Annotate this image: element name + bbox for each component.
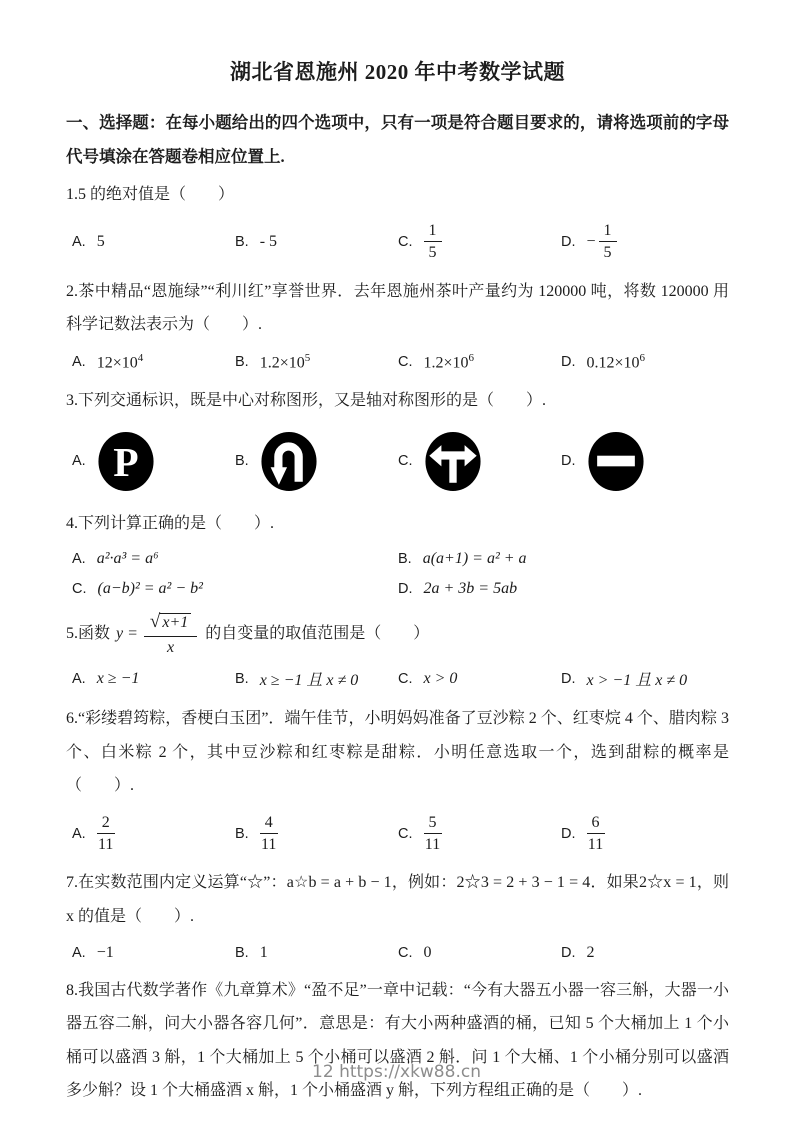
option-value xyxy=(97,352,144,372)
option-a xyxy=(72,550,398,568)
option-label: C. xyxy=(398,825,413,842)
option-c xyxy=(398,813,561,854)
option-label: A. xyxy=(72,944,86,961)
option-label: C. xyxy=(398,353,413,370)
option-value: 2 xyxy=(586,943,595,961)
page-footer xyxy=(0,1062,793,1082)
fraction-numerator: 6 xyxy=(587,813,605,834)
option-d xyxy=(398,580,724,598)
option-a xyxy=(72,813,235,854)
option-c xyxy=(398,670,561,688)
option-d xyxy=(561,944,724,962)
fraction-numerator: 2 xyxy=(97,813,115,834)
option-value: 0 xyxy=(423,943,432,961)
fraction-numerator: 1 xyxy=(424,221,442,242)
option-a xyxy=(72,430,235,493)
option-label: B. xyxy=(235,670,249,687)
question-2-stem: 2.茶中精品“恩施绿”“利川红”享誉世界．去年恩施州茶叶产量约为 120000 吨，将数 120000 用科学记数法表示为（ ）. xyxy=(66,282,729,334)
formula xyxy=(116,610,197,657)
question-3-stem: 3.下列交通标识，既是中心对称图形，又是轴对称图形的是（ ）. xyxy=(66,392,547,410)
question-2-options xyxy=(66,352,729,372)
question-8-stem: 8.我国古代数学著作《九章算术》“盈不足”一章中记载：“今有大器五小器一容三斛，大器一小器五容二斛，问大小器各容几何”．意思是：有大小两种盛酒的桶，已知 5 个大桶加上 1 个小桶可以盛酒 3 斛，1 个大桶加上 5 个小桶可以盛酒 2 斛．问 1 个大桶、1 个小桶分别可以盛酒多少斛？设 1 个大桶盛酒 x 斛，1 个小桶盛酒 y 斛，下列方程组正确的是（ ）. xyxy=(66,981,729,1100)
footer-page-number-and-url: 12 https://xkw88.cn xyxy=(312,1062,481,1082)
option-value: x > −1 且 x ≠ 0 xyxy=(586,672,688,690)
question-8 xyxy=(66,974,729,1108)
option-label: B. xyxy=(235,944,249,961)
option-b xyxy=(235,430,398,493)
section-heading: 一、选择题：在每小题给出的四个选项中，只有一项是符合题目要求的，请将选项前的字母代号填涂在答题卷相应位置上. xyxy=(66,113,729,166)
option-c xyxy=(398,944,561,962)
question-6-stem: 6.“彩缕碧筠粽，香梗白玉团”．端午佳节，小明妈妈准备了豆沙粽 2 个、红枣烷 4 个、腊肉粽 3 个、白米粽 2 个，其中豆沙粽和红枣粽是甜粽．小明任意选取一个，选到甜粽的概率是（ ）. xyxy=(66,710,729,795)
option-b xyxy=(235,944,398,962)
mantissa: 12×10 xyxy=(96,354,138,372)
option-value: (a−b)² = a² − b² xyxy=(97,580,203,598)
question-4 xyxy=(66,507,729,599)
question-7-options xyxy=(66,944,729,962)
option-label: D. xyxy=(398,581,413,598)
mantissa: 1.2×10 xyxy=(423,354,469,372)
option-a xyxy=(72,233,235,251)
question-5-options xyxy=(66,667,729,690)
option-label: D. xyxy=(561,353,576,370)
option-label: A. xyxy=(72,551,86,568)
fraction-numerator: 4 xyxy=(260,813,278,834)
svg-text:P: P xyxy=(113,438,139,485)
question-6-options xyxy=(66,813,729,854)
u-turn-sign-icon xyxy=(260,430,318,493)
option-label: D. xyxy=(561,670,576,687)
fraction-numerator xyxy=(144,610,197,637)
option-label: C. xyxy=(398,453,413,470)
option-c xyxy=(398,430,561,493)
mantissa: 0.12×10 xyxy=(586,354,640,372)
fraction-denominator: 5 xyxy=(428,244,437,262)
option-value xyxy=(424,352,475,372)
question-3-options xyxy=(66,430,729,493)
parking-sign-icon xyxy=(97,430,155,493)
question-1-stem: 1.5 的绝对值是（ ） xyxy=(66,185,235,203)
option-value: x ≥ −1 且 x ≠ 0 xyxy=(259,672,359,690)
question-1-options xyxy=(66,221,729,262)
no-entry-sign-icon xyxy=(587,430,645,493)
option-label: B. xyxy=(235,353,249,370)
option-value: x ≥ −1 xyxy=(96,669,140,687)
option-value xyxy=(260,352,311,372)
fraction xyxy=(144,610,197,657)
fraction xyxy=(424,813,442,854)
option-value: a²·a³ = a⁶ xyxy=(96,550,159,568)
option-b xyxy=(235,352,398,372)
option-label: B. xyxy=(398,551,412,568)
mantissa: 1.2×10 xyxy=(259,354,305,372)
option-value: - 5 xyxy=(259,232,278,250)
fraction xyxy=(599,221,617,262)
option-a xyxy=(72,352,235,372)
question-7 xyxy=(66,866,729,961)
fraction-numerator: 1 xyxy=(599,221,617,242)
fraction-denominator: 11 xyxy=(587,836,604,854)
option-label: B. xyxy=(235,453,249,470)
option-d xyxy=(561,667,724,690)
option-label: C. xyxy=(72,581,87,598)
option-label: D. xyxy=(561,825,576,842)
minus-sign: − xyxy=(586,232,596,250)
fraction-denominator: 11 xyxy=(424,836,441,854)
option-b xyxy=(235,813,398,854)
exponent: 6 xyxy=(639,351,646,364)
option-b xyxy=(398,550,724,568)
stem-tail: 的自变量的取值范围是（ ） xyxy=(205,624,430,642)
option-label: D. xyxy=(561,944,576,961)
option-c xyxy=(398,352,561,372)
option-label: C. xyxy=(398,670,413,687)
option-label: A. xyxy=(72,825,86,842)
option-value: 1 xyxy=(259,943,268,961)
option-d xyxy=(561,221,724,262)
option-label: C. xyxy=(398,233,413,250)
question-7-stem: 7.在实数范围内定义运算“☆”：a☆b = a + b − 1，例如：2☆3 = 2 + 3 − 1 = 4．如果2☆x = 1，则 x 的值是（ ）. xyxy=(66,874,729,926)
option-value: 2a + 3b = 5ab xyxy=(423,580,518,598)
option-c xyxy=(72,580,398,598)
option-label: A. xyxy=(72,353,86,370)
option-value: x > 0 xyxy=(423,669,458,687)
exponent: 5 xyxy=(304,351,311,364)
radicand: x+1 xyxy=(159,613,191,631)
question-4-stem: 4.下列计算正确的是（ ）. xyxy=(66,514,275,532)
option-label: B. xyxy=(235,825,249,842)
option-label: A. xyxy=(72,670,86,687)
option-b xyxy=(235,233,398,251)
option-d xyxy=(561,352,724,372)
option-d xyxy=(561,813,724,854)
t-junction-arrow-sign-icon xyxy=(424,430,482,493)
option-c xyxy=(398,221,561,262)
question-3 xyxy=(66,384,729,493)
question-4-options-row-1 xyxy=(66,550,729,568)
option-value xyxy=(587,352,646,372)
question-2 xyxy=(66,275,729,373)
option-label: B. xyxy=(235,233,249,250)
fraction-numerator: 5 xyxy=(424,813,442,834)
exponent: 6 xyxy=(468,351,475,364)
fraction-denominator: 11 xyxy=(261,836,277,854)
radical-sign-icon: √ xyxy=(149,611,161,633)
option-a xyxy=(72,670,235,688)
fraction xyxy=(587,813,605,854)
fraction xyxy=(424,221,442,262)
page-title: 湖北省恩施州 2020 年中考数学试题 xyxy=(230,60,565,84)
stem-lead: 5.函数 xyxy=(66,624,111,642)
fraction-denominator: 5 xyxy=(603,244,612,262)
option-value: a(a+1) = a² + a xyxy=(422,550,527,568)
question-4-options-row-2 xyxy=(66,580,729,598)
exponent: 4 xyxy=(137,351,144,364)
option-label: A. xyxy=(72,233,86,250)
fraction-denominator: 11 xyxy=(98,836,114,854)
option-label: D. xyxy=(561,453,576,470)
option-d xyxy=(561,430,724,493)
question-1 xyxy=(66,178,729,263)
fraction xyxy=(97,813,115,854)
option-a xyxy=(72,944,235,962)
option-label: C. xyxy=(398,944,413,961)
question-5-stem xyxy=(66,610,729,657)
option-b xyxy=(235,667,398,690)
formula-lhs: y = xyxy=(116,624,138,642)
option-label: D. xyxy=(561,233,576,250)
question-6 xyxy=(66,702,729,854)
fraction-denominator: x xyxy=(167,639,175,657)
question-5 xyxy=(66,610,729,690)
option-value: −1 xyxy=(96,943,114,961)
option-value: 5 xyxy=(96,232,105,250)
fraction xyxy=(260,813,278,854)
option-label: A. xyxy=(72,453,86,470)
